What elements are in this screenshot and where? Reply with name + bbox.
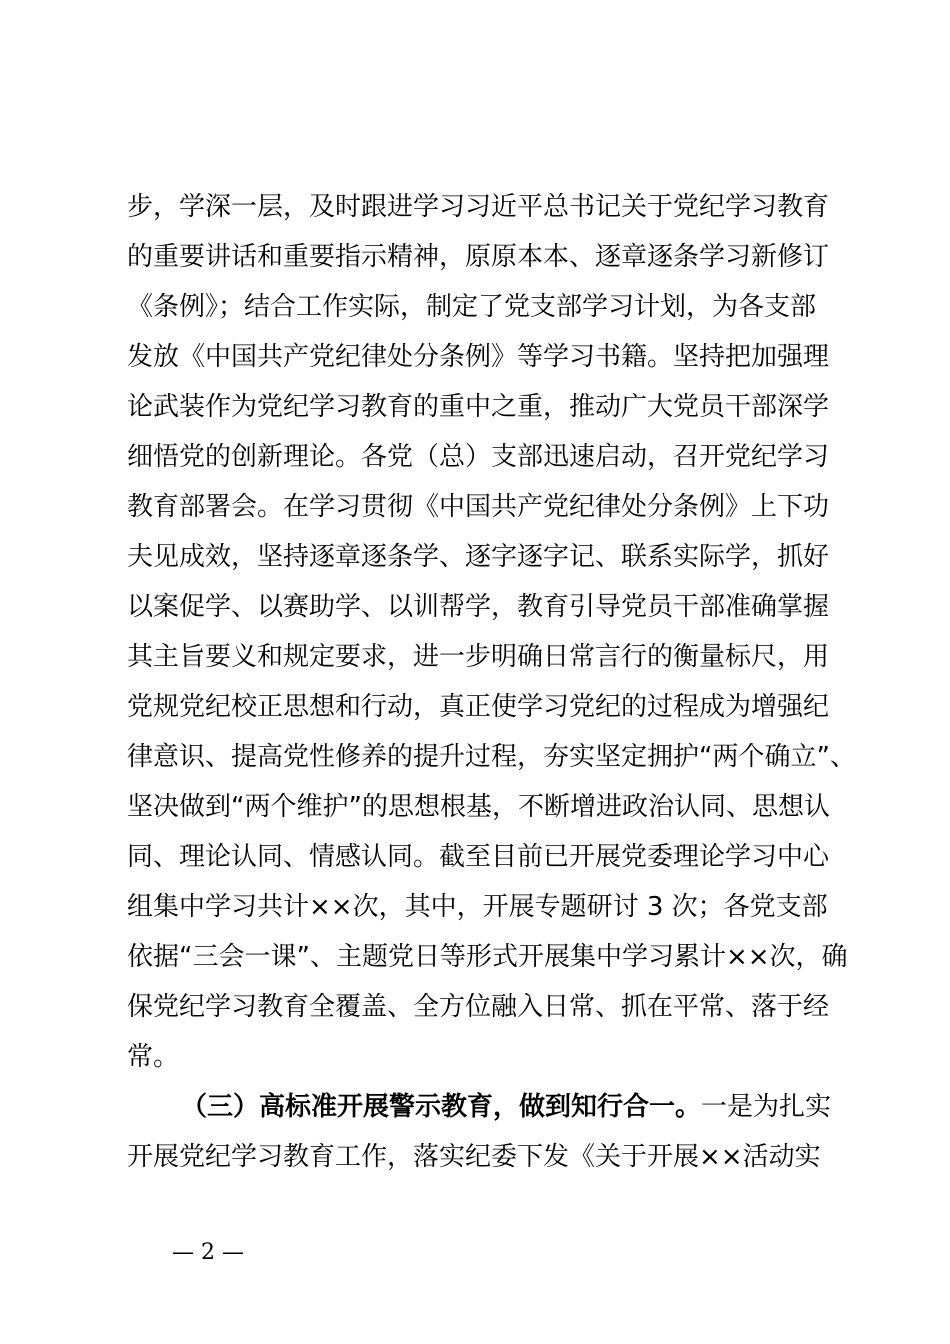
body-line: 常。 — [127, 1042, 180, 1072]
section-heading-line — [181, 1082, 831, 1132]
body-line: 夫见成效，坚持逐章逐条学、逐字逐字记、联系实际学，抓好 — [127, 542, 830, 572]
body-line: 坚决做到“两个维护”的思想根基，不断增进政治认同、思想认 — [127, 792, 830, 822]
page-number: — 2 — — [172, 1240, 244, 1265]
body-line: 其主旨要义和规定要求，进一步明确日常言行的衡量标尺，用 — [127, 642, 830, 672]
body-line: 的重要讲话和重要指示精神，原原本本、逐章逐条学习新修订 — [127, 242, 830, 272]
body-line: 论武装作为党纪学习教育的重中之重，推动广大党员干部深学 — [127, 392, 830, 422]
body-line: 教育部署会。在学习贯彻《中国共产党纪律处分条例》上下功 — [127, 492, 830, 522]
body-line: 以案促学、以赛助学、以训帮学，教育引导党员干部准确掌握 — [127, 592, 830, 622]
body-line: 依据“三会一课”、主题党日等形式开展集中学习累计××次，确 — [127, 942, 848, 972]
body-line: 组集中学习共计××次，其中，开展专题研讨 3 次；各党支部 — [127, 892, 828, 922]
body-line: 律意识、提高党性修养的提升过程，夯实坚定拥护“两个确立”、 — [127, 742, 856, 772]
section-heading: （三）高标准开展警示教育，做到知行合一。 — [181, 1092, 702, 1122]
body-line: 发放《中国共产党纪律处分条例》等学习书籍。坚持把加强理 — [127, 342, 830, 372]
section-heading-tail: 一是为扎实 — [701, 1092, 832, 1122]
body-line: 细悟党的创新理论。各党（总）支部迅速启动，召开党纪学习 — [127, 442, 830, 472]
body-line: 同、理论认同、情感认同。截至目前已开展党委理论学习中心 — [127, 842, 830, 872]
body-line: 保党纪学习教育全覆盖、全方位融入日常、抓在平常、落于经 — [127, 992, 830, 1022]
body-line: 步，学深一层，及时跟进学习习近平总书记关于党纪学习教育 — [127, 192, 830, 222]
body-line: 党规党纪校正思想和行动，真正使学习党纪的过程成为增强纪 — [127, 692, 830, 722]
body-line: 开展党纪学习教育工作，落实纪委下发《关于开展××活动实 — [127, 1142, 821, 1172]
body-line: 《条例》；结合工作实际，制定了党支部学习计划，为各支部 — [127, 292, 817, 322]
